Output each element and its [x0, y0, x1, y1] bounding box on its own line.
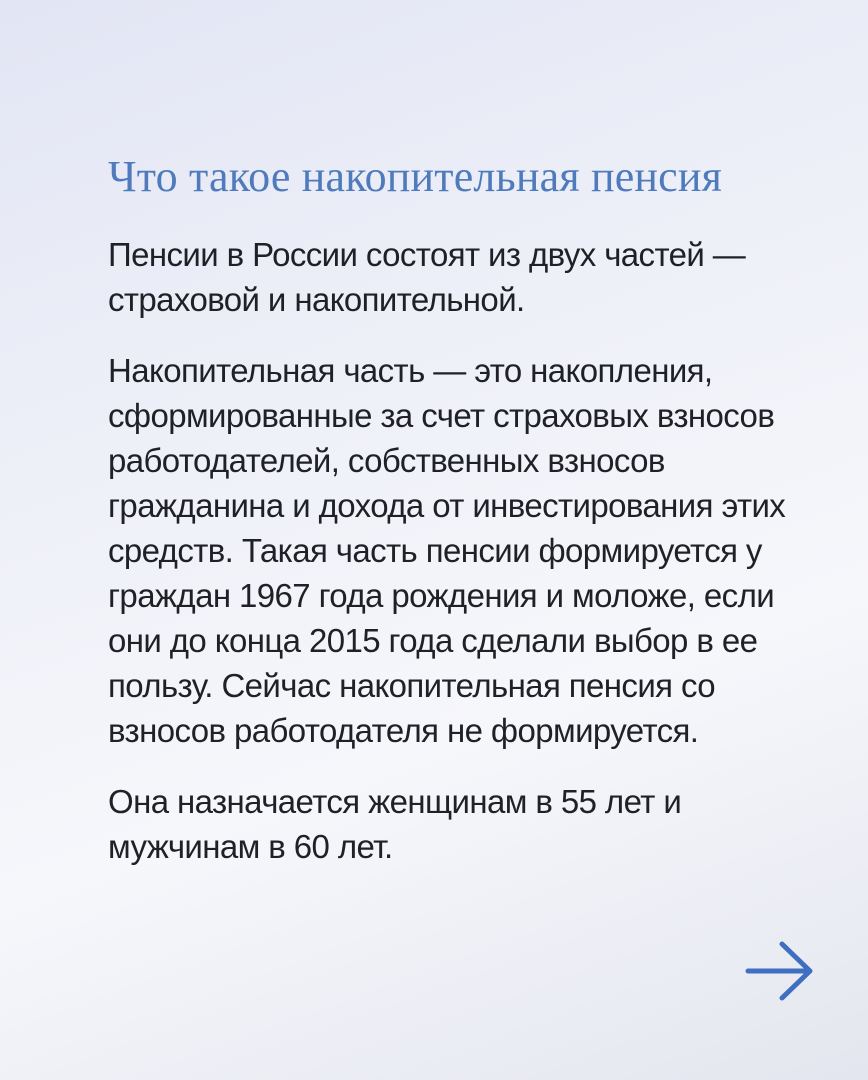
arrow-right-icon[interactable] [744, 938, 816, 1004]
content-card [108, 152, 828, 895]
paragraph-details: Накопительная часть — это накопления, сформированные за счет страховых взносов работодателей, собственных взносов гражданина и дохода от инвестирования этих средств. Такая часть пенсии формируется у граждан 1967 года рождения и моложе, если они до конца 2015 года сделали выбор в ее пользу. Сейчас накопительная пенсия со взносов работодателя не формируется. [108, 352, 786, 749]
page-title: Что такое накопительная пенсия [108, 152, 723, 201]
paragraph-age: Она назначается женщинам в 55 лет и мужчинам в 60 лет. [108, 783, 682, 865]
paragraph-intro: Пенсии в России состоят из двух частей — страховой и накопительной. [108, 236, 746, 318]
